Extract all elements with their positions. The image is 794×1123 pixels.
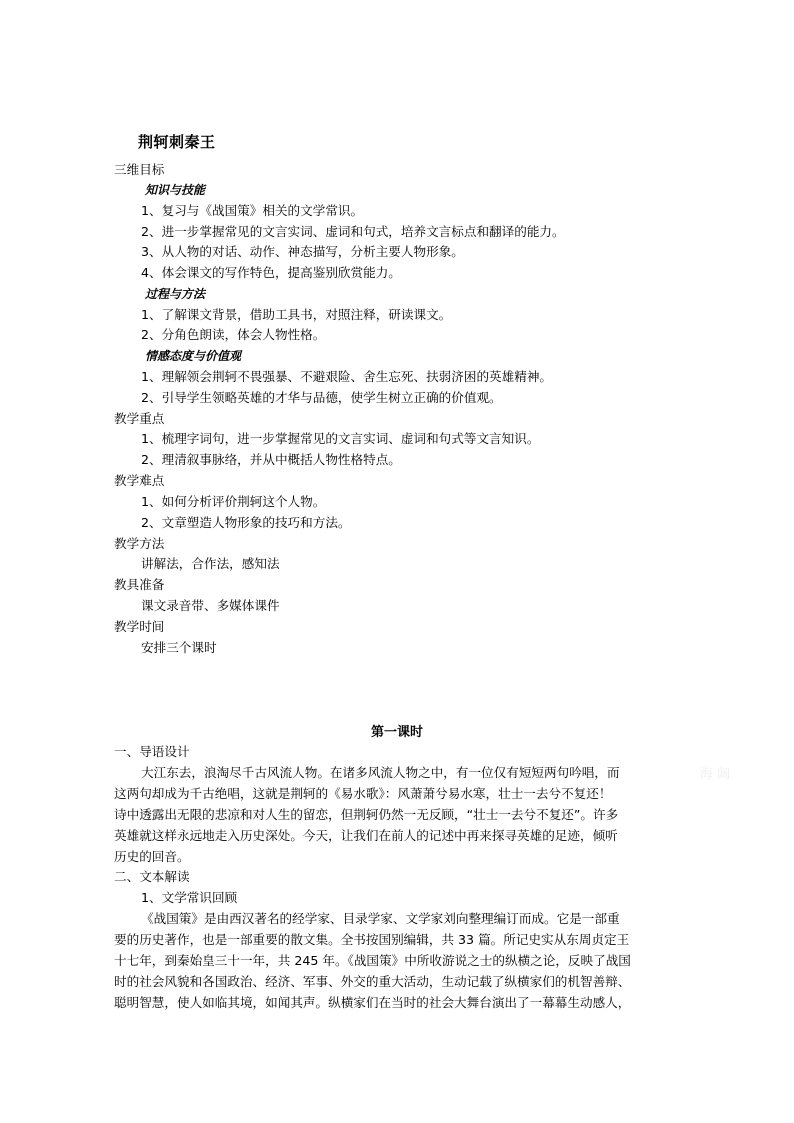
text-heading: 二、文本解读 [114, 869, 190, 884]
knowledge-item: 2、进一步掌握常见的文言实词、虚词和句式，培养文言标点和翻译的能力。 [141, 224, 565, 239]
text-line: 聪明智慧，使人如临其境，如闻其声。纵横家们在当时的社会大舞台演出了一幕幕生动感人， [114, 995, 631, 1010]
intro-line: 英雄就这样永远地走入历史深处。今天，让我们在前人的记述中再来探寻英雄的足迹，倾听 [114, 828, 618, 843]
goals-heading: 三维目标 [114, 162, 165, 177]
text-line: 十七年，到秦始皇三十一年，共 245 年。《战国策》中所收游说之士的纵横之论，反映了战国 [114, 953, 631, 968]
difficulty-item: 2、文章塑造人物形象的技巧和方法。 [141, 515, 351, 530]
intro-line: 历史的回音。 [114, 849, 190, 864]
difficulty-heading: 教学难点 [114, 473, 165, 488]
intro-line: 这两句却成为千古绝唱，这就是荆轲的《易水歌》：风萧萧兮易水寒，壮士一去兮不复还！ [114, 786, 612, 801]
key-item: 1、梳理字词句，进一步掌握常见的文言实词、虚词和句式等文言知识。 [141, 431, 540, 446]
prep-text: 课文录音带、多媒体课件 [141, 598, 280, 613]
process-item: 1、了解课文背景，借助工具书，对照注释，研读课文。 [141, 307, 452, 322]
process-item: 2、分角色朗读，体会人物性格。 [141, 327, 326, 342]
difficulty-item: 1、如何分析评价荆轲这个人物。 [141, 494, 326, 509]
watermark: 海 阔 [700, 767, 731, 782]
method-text: 讲解法，合作法，感知法 [141, 556, 280, 571]
time-text: 安排三个课时 [141, 640, 217, 655]
knowledge-item: 3、从人物的对话、动作、神态描写，分析主要人物形象。 [141, 244, 464, 259]
emotion-item: 2、引导学生领略英雄的才华与品德，使学生树立正确的价值观。 [141, 390, 502, 405]
document-title: 荆轲刺秦王 [138, 133, 216, 151]
emotion-heading: 情感态度与价值观 [145, 349, 242, 363]
prep-heading: 教具准备 [114, 577, 165, 592]
intro-heading: 一、导语设计 [114, 744, 190, 759]
intro-line: 大江东去，浪淘尽千古风流人物。在诸多风流人物之中，有一位仅有短短两句吟唱，而 [141, 765, 620, 780]
knowledge-item: 4、体会课文的写作特色，提高鉴别欣赏能力。 [141, 265, 401, 280]
time-heading: 教学时间 [114, 619, 165, 634]
knowledge-heading: 知识与技能 [145, 183, 206, 197]
intro-line: 诗中透露出无限的悲凉和对人生的留恋，但荆轲仍然一无反顾，“壮士一去兮不复还”。许多 [114, 807, 619, 822]
emotion-item: 1、理解领会荆轲不畏强暴、不避艰险、舍生忘死、扶弱济困的英雄精神。 [141, 369, 553, 384]
text-line: 《战国策》是由西汉著名的经学家、目录学家、文学家刘向整理编订而成。它是一部重 [141, 911, 620, 926]
knowledge-item: 1、复习与《战国策》相关的文学常识。 [141, 203, 364, 218]
text-line: 要的历史著作，也是一部重要的散文集。全书按国别编辑，共 33 篇。所记史实从东周贞定王 [114, 932, 630, 947]
key-item: 2、理清叙事脉络，并从中概括人物性格特点。 [141, 452, 401, 467]
lesson-title: 第一课时 [370, 725, 423, 740]
key-heading: 教学重点 [114, 411, 165, 426]
text-line: 时的社会风貌和各国政治、经济、军事、外交的重大活动，生动记载了纵横家们的机智善辩、 [114, 974, 631, 989]
method-heading: 教学方法 [114, 536, 165, 551]
text-subheading: 1、文学常识回顾 [141, 890, 238, 905]
process-heading: 过程与方法 [145, 287, 206, 301]
